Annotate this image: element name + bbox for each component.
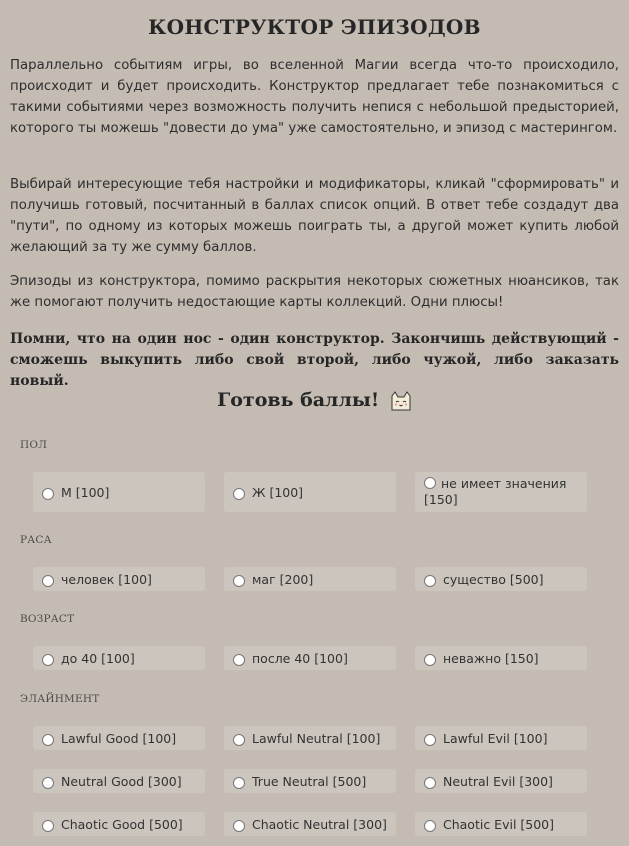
option-label: Lawful Evil [100] [443, 730, 548, 746]
option-gender-f[interactable] [224, 472, 396, 512]
radio-button[interactable] [424, 820, 436, 832]
radio-button[interactable] [233, 734, 245, 746]
intro-paragraph-2: Выбирай интересующие тебя настройки и модификаторы, кликай "сформировать" и получишь готовый, посчитанный в баллах список опций. В ответ тебе создадут два "пути", по одному из которых можешь поиграть ты, а другой может купить любой желающий за ту же сумму баллов. [10, 177, 619, 255]
radio-button[interactable] [42, 820, 54, 832]
option-label-wrap [424, 476, 587, 508]
option-neutral-evil[interactable] [415, 769, 587, 793]
option-label: М [100] [61, 484, 110, 500]
radio-button[interactable] [424, 477, 436, 489]
option-age-under-40[interactable] [33, 646, 205, 670]
option-age-any[interactable] [415, 646, 587, 670]
section-label-age: ВОЗРАСТ [20, 613, 75, 625]
section-label-alignment: ЭЛАЙНМЕНТ [20, 693, 100, 705]
option-label: неважно [150] [443, 650, 539, 666]
option-label: после 40 [100] [252, 650, 348, 666]
radio-button[interactable] [233, 575, 245, 587]
intro-paragraph-1: Параллельно событиям игры, во вселенной Магии всегда что-то происходило, происходит и будет происходить. Конструктор предлагает тебе познакомиться с такими событиями через возможность получить непися с небольшой предысторией, которого ты можешь "довести до ума" уже самостоятельно, и эпизод с мастерингом. [10, 58, 619, 136]
option-label: Chaotic Evil [500] [443, 816, 555, 832]
section-label-gender: ПОЛ [20, 439, 48, 451]
option-label: до 40 [100] [61, 650, 135, 666]
option-label: Chaotic Neutral [300] [252, 816, 387, 832]
radio-button[interactable] [233, 654, 245, 666]
radio-button[interactable] [42, 654, 54, 666]
radio-button[interactable] [233, 820, 245, 832]
radio-button[interactable] [42, 734, 54, 746]
intro-paragraph-3: Эпизоды из конструктора, помимо раскрытия некоторых сюжетных нюансиков, так же помогают получить недостающие карты коллекций. Одни плюсы! [10, 274, 619, 310]
radio-button[interactable] [424, 777, 436, 789]
option-label: существо [500] [443, 571, 544, 587]
points-heading-text: Готовь баллы! [217, 389, 380, 411]
option-label: не имеет значения [150] [424, 476, 567, 507]
option-race-mage[interactable] [224, 567, 396, 591]
option-label: Ж [100] [252, 484, 304, 500]
radio-button[interactable] [42, 575, 54, 587]
option-age-over-40[interactable] [224, 646, 396, 670]
radio-button[interactable] [42, 777, 54, 789]
rule-note: Помни, что на один нос - один конструктор. Закончишь действующий - сможешь выкупить либо свой второй, либо чужой, либо заказать новый. [10, 331, 619, 389]
option-label: человек [100] [61, 571, 152, 587]
option-label: Neutral Good [300] [61, 773, 182, 789]
section-label-race: РАСА [20, 534, 52, 546]
cat-icon [390, 391, 412, 416]
radio-button[interactable] [42, 488, 54, 500]
page-title: КОНСТРУКТОР ЭПИЗОДОВ [148, 15, 481, 39]
option-lawful-good[interactable] [33, 726, 205, 750]
option-gender-any[interactable] [415, 472, 587, 512]
radio-button[interactable] [233, 488, 245, 500]
radio-button[interactable] [424, 654, 436, 666]
option-race-human[interactable] [33, 567, 205, 591]
option-chaotic-evil[interactable] [415, 812, 587, 836]
option-chaotic-neutral[interactable] [224, 812, 396, 836]
option-lawful-evil[interactable] [415, 726, 587, 750]
option-race-creature[interactable] [415, 567, 587, 591]
option-label: Lawful Good [100] [61, 730, 177, 746]
option-true-neutral[interactable] [224, 769, 396, 793]
option-lawful-neutral[interactable] [224, 726, 396, 750]
points-heading [0, 389, 629, 416]
option-label: Chaotic Good [500] [61, 816, 183, 832]
option-label: маг [200] [252, 571, 314, 587]
option-label: True Neutral [500] [252, 773, 367, 789]
radio-button[interactable] [424, 734, 436, 746]
radio-button[interactable] [233, 777, 245, 789]
option-label: Neutral Evil [300] [443, 773, 553, 789]
option-chaotic-good[interactable] [33, 812, 205, 836]
radio-button[interactable] [424, 575, 436, 587]
option-neutral-good[interactable] [33, 769, 205, 793]
option-gender-m[interactable] [33, 472, 205, 512]
option-label: Lawful Neutral [100] [252, 730, 381, 746]
